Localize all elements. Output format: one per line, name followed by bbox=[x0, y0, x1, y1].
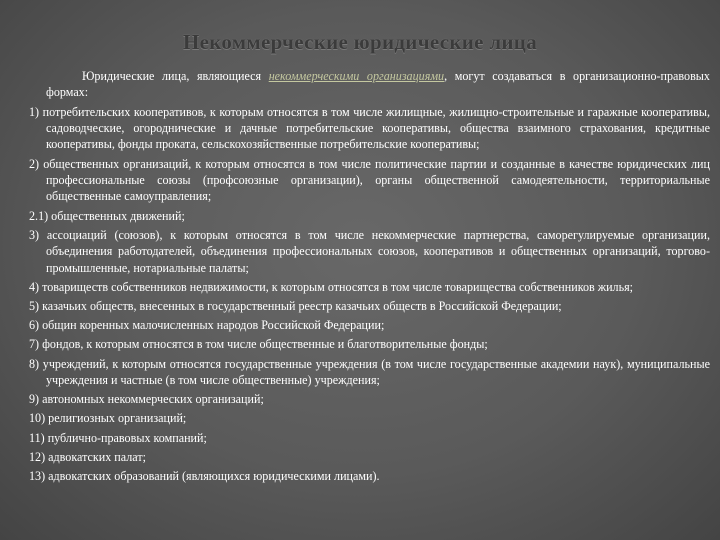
intro-text-after: , могут создаваться в организационно-правовых формах: bbox=[46, 69, 710, 100]
list-item: 10) религиозных организаций; bbox=[29, 411, 187, 426]
list-item: 7) фондов, к которым относятся в том числе общественные и благотворительные фонды; bbox=[29, 337, 488, 352]
list-item: 11) публично-правовых компаний; bbox=[29, 430, 207, 445]
intro-link[interactable]: некоммерческими организациями bbox=[268, 69, 445, 83]
intro-paragraph bbox=[29, 68, 710, 101]
list-item: 3) ассоциаций (союзов), к которым относятся в том числе некоммерческие партнерства, саморегулируемые организации, объединения работодателей, объединения профессиональных союзов, кооперативов и общественных организаций, торгово-промышленные, нотариальные палаты; bbox=[29, 227, 710, 275]
list-item: 8) учреждений, к которым относятся государственные учреждения (в том числе государственные академии наук), муниципальные учреждения и частные (в том числе общественные) учреждения; bbox=[29, 356, 710, 388]
list-item: 9) автономных некоммерческих организаций; bbox=[29, 392, 264, 407]
list-item: 6) общин коренных малочисленных народов Российской Федерации; bbox=[29, 318, 385, 333]
list-item: 12) адвокатских палат; bbox=[29, 449, 146, 464]
slide-title: Некоммерческие юридические лица bbox=[182, 30, 537, 54]
intro-text-before: Юридические лица, являющиеся bbox=[82, 69, 269, 83]
list-item: 5) казачьих обществ, внесенных в государственный реестр казачьих обществ в Российской Федерации; bbox=[29, 299, 562, 314]
slide-content bbox=[29, 68, 710, 487]
list-item: 2.1) общественных движений; bbox=[29, 208, 185, 223]
list-item: 4) товариществ собственников недвижимости, к которым относятся в том числе товарищества собственников жилья; bbox=[29, 279, 634, 294]
list-item: 13) адвокатских образований (являющихся юридическими лицами). bbox=[29, 469, 380, 484]
list-item: 1) потребительских кооперативов, к которым относятся в том числе жилищные, жилищно-строительные и гаражные кооперативы, садоводческие, огороднические и дачные потребительские кооперативы, общества взаимного страхования, кредитные кооперативы, фонды проката, сельскохозяйственные потребительские кооперативы; bbox=[29, 104, 710, 152]
list-item: 2) общественных организаций, к которым относятся в том числе политические партии и созданные в качестве юридических лиц профессиональные союзы (профсоюзные организации), органы общественной самодеятельности, территориальные общественные самоуправления; bbox=[29, 156, 710, 204]
